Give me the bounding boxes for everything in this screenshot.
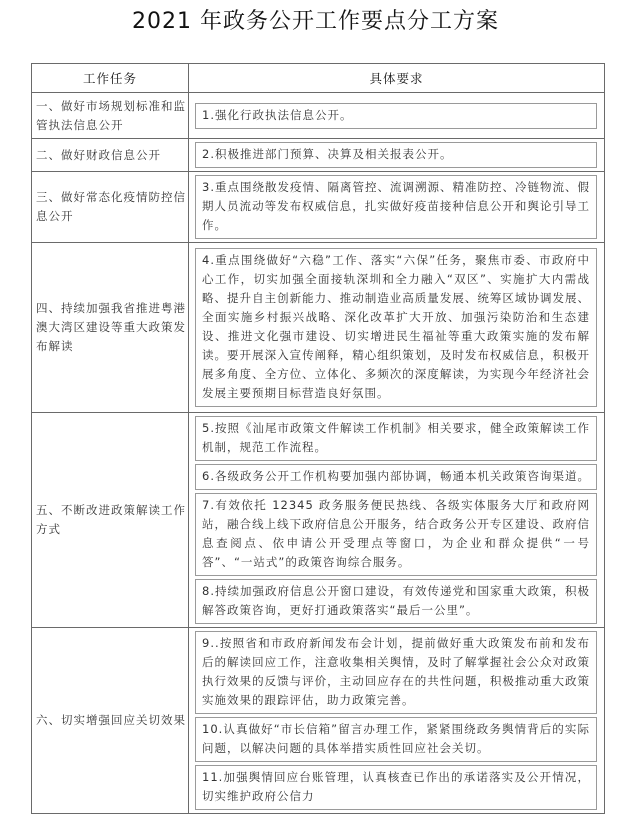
requirement-item: 5.按照《汕尾市政策文件解读工作机制》相关要求，健全政策解读工作机制，规范工作流程。 <box>195 416 597 461</box>
table-row <box>32 172 605 243</box>
table-row <box>32 243 605 413</box>
table-row <box>32 139 605 172</box>
requirement-cell <box>189 243 605 413</box>
task-cell <box>32 93 189 139</box>
task-cell <box>32 628 189 814</box>
requirement-item: 1.强化行政执法信息公开。 <box>195 103 597 129</box>
task-text: 一、做好市场规划标准和监管执法信息公开 <box>36 98 186 132</box>
table-row <box>32 93 605 139</box>
task-text: 三、做好常态化疫情防控信息公开 <box>36 190 186 223</box>
task-text: 四、持续加强我省推进粤港澳大湾区建设等重大政策发布解读 <box>36 301 186 353</box>
requirement-cell <box>189 172 605 243</box>
requirement-item: 9..按照省和市政府新闻发布会计划，提前做好重大政策发布前和发布后的解读回应工作，注意收集相关舆情，及时了解掌握社会公众对政策执行效果的反馈与评价，主动回应存在的共性问题，积极推动重大政策实施效果的跟踪评估，助力政策完善。 <box>195 631 597 714</box>
requirement-cell <box>189 413 605 628</box>
header-task: 工作任务 <box>32 64 189 93</box>
requirement-item: 11.加强舆情回应台账管理，认真核查已作出的承诺落实及公开情况，切实维护政府公信力 <box>195 765 597 810</box>
task-text: 二、做好财政信息公开 <box>36 147 161 162</box>
page-title: 2021 年政务公开工作要点分工方案 <box>132 9 499 34</box>
requirement-cell <box>189 139 605 172</box>
task-text: 六、切实增强回应关切效果 <box>36 713 186 727</box>
requirement-item: 3.重点围绕散发疫情、隔离管控、流调溯源、精准防控、冷链物流、假期人员流动等发布权威信息，扎实做好疫苗接种信息公开和舆论引导工作。 <box>195 175 597 239</box>
header-requirement: 具体要求 <box>189 64 605 93</box>
task-cell <box>32 172 189 243</box>
requirement-cell <box>189 93 605 139</box>
task-cell <box>32 413 189 628</box>
task-cell <box>32 243 189 413</box>
requirement-item: 4.重点围绕做好“六稳”工作、落实“六保”任务，聚焦市委、市政府中心工作，切实加强全面接轨深圳和全力融入“双区”、实施扩大内需战略、提升自主创新能力、推动制造业高质量发展、统筹区域协调发展、全面实施乡村振兴战略、深化改革扩大开放、加强污染防治和生态建设、推进文化强市建设、切实增进民生福祉等重大政策实施的发布解读。要开展深入宣传阐释，精心组织策划，及时发布权威信息，积极开展多角度、全方位、立体化、多频次的深度解读，为实现今年经济社会发展主要预期目标营造良好氛围。 <box>195 248 597 407</box>
requirement-item: 8.持续加强政府信息公开窗口建设，有效传递党和国家重大政策，积极解答政策咨询，更好打通政策落实“最后一公里”。 <box>195 579 597 624</box>
requirement-item: 2.积极推进部门预算、决算及相关报表公开。 <box>195 142 597 168</box>
task-table <box>31 63 605 814</box>
requirement-item: 10.认真做好“市长信箱”留言办理工作，紧紧围绕政务舆情背后的实际问题，以解决问题的具体举措实质性回应社会关切。 <box>195 717 597 762</box>
requirement-item: 6.各级政务公开工作机构要加强内部协调，畅通本机关政策咨询渠道。 <box>195 464 597 490</box>
task-cell <box>32 139 189 172</box>
table-row <box>32 413 605 628</box>
table-row <box>32 628 605 814</box>
requirement-item: 7.有效依托 12345 政务服务便民热线、各级实体服务大厅和政府网站，融合线上线下政府信息公开服务，结合政务公开专区建设、政府信息查阅点、依申请公开受理点等窗口，为企业和群众提供“一号答”、“一站式”的政策咨询综合服务。 <box>195 493 597 576</box>
requirement-cell <box>189 628 605 814</box>
task-text: 五、不断改进政策解读工作方式 <box>36 503 186 536</box>
table-header-row <box>32 64 605 93</box>
